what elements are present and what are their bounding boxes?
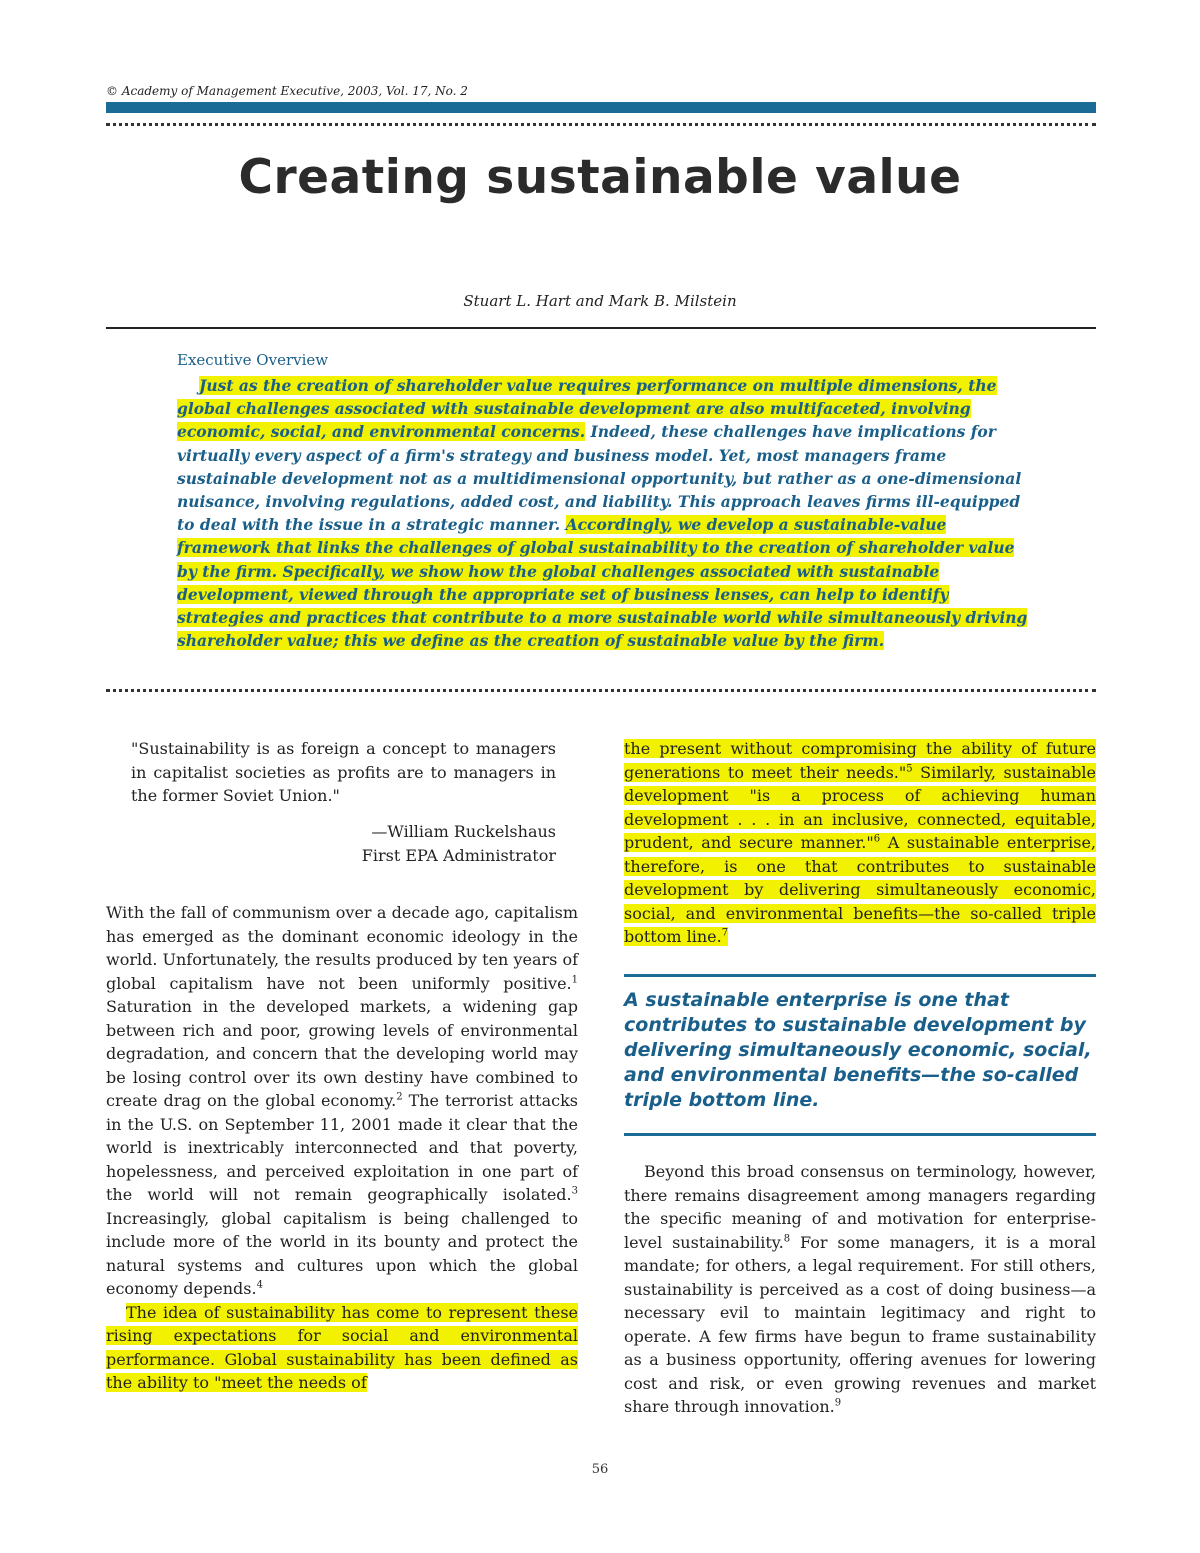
text-run: For some managers, it is a moral mandate; for others, a legal requirement. For still others, sustainability is perceived as a cost of doing business—a necessary evil to maintain legitimacy and right to operate. A few firms have begun to frame sustainability as a business opportunity, offering avenues for lowering cost and risk, or even growing revenues and market share through innovation. bbox=[624, 1232, 1096, 1416]
exec-plain-text: Indeed, these challenges have implications for virtually every aspect of a firm's strategy and business model. Yet, most managers frame sustainable development not as a multidimensional opportunity, but rather as a one-dimensional nuisance, involving regulations, added cost, and liability. This approach leaves firms ill-equipped to deal with the issue in a strategic manner. bbox=[177, 422, 1022, 535]
footnote-ref: 2 bbox=[396, 1091, 403, 1103]
paragraph bbox=[106, 1301, 578, 1395]
authors-rule bbox=[106, 327, 1096, 329]
text-run: The terrorist attacks in the U.S. on September 11, 2001 made it clear that the world is inextricably interconnected and that poverty, hopelessness, and perceived exploitation in one part of the world will not remain geographically isolated. bbox=[106, 1091, 578, 1204]
epigraph-attribution bbox=[300, 820, 556, 867]
executive-overview-text bbox=[177, 374, 1037, 652]
footnote-ref: 3 bbox=[571, 1185, 578, 1197]
text-run: the present without compromising the ability of future generations to meet their needs." bbox=[624, 739, 1096, 782]
left-column bbox=[106, 901, 578, 1395]
journal-citation: © Academy of Management Executive, 2003, Vol. 17, No. 2 bbox=[106, 84, 468, 98]
header-divider bbox=[106, 123, 1096, 126]
footnote-ref: 4 bbox=[256, 1279, 263, 1291]
pull-quote: A sustainable enterprise is one that contributes to sustainable development by delivering simultaneously economic, social, and environmental benefits—the so-called triple bottom line. bbox=[624, 989, 1092, 1111]
right-column-body bbox=[624, 1160, 1096, 1419]
article-title: Creating sustainable value bbox=[238, 150, 962, 205]
exec-highlight-2: Accordingly, we develop a sustainable-value framework that links the challenges of global sustainability to the creation of shareholder value by the firm. Specifically, we show how the global challenges associated with sustainable development, viewed through the appropriate set of business lenses, can help to identify strategies and practices that contribute to a more sustainable world while simultaneously driving shareholder value; this we define as the creation of sustainable value by the firm. bbox=[177, 515, 1028, 651]
right-column-top bbox=[624, 737, 1096, 949]
highlighted-text: The idea of sustainability has come to represent these rising expectations for social and environmental performance. Global sustainability has been defined as the ability to "meet the needs of bbox=[106, 1302, 578, 1392]
footnote-ref: 1 bbox=[571, 974, 578, 986]
footnote-ref: 5 bbox=[906, 763, 913, 775]
footnote-ref: 7 bbox=[721, 927, 729, 939]
pull-quote-rule-top bbox=[624, 974, 1096, 977]
overview-divider bbox=[106, 689, 1096, 692]
text-run: Increasingly, global capitalism is being challenged to include more of the world in its bounty and protect the natural systems and cultures upon which the global economy depends. bbox=[106, 1208, 578, 1298]
paragraph bbox=[106, 901, 578, 1301]
pull-quote-rule-bottom bbox=[624, 1133, 1096, 1136]
header-bar bbox=[106, 102, 1096, 113]
text-run: With the fall of communism over a decade ago, capitalism has emerged as the dominant economic ideology in the world. Unfortunately, the results produced by ten years of global capitalism have not been uniformly positive. bbox=[106, 903, 578, 993]
footnote-ref: 8 bbox=[783, 1233, 791, 1245]
text-run: Beyond this broad consensus on terminology, however, there remains disagreement among managers regarding the specific meaning of and motivation for enterprise-level sustainability. bbox=[624, 1162, 1096, 1252]
footnote-ref: 9 bbox=[834, 1397, 842, 1409]
article-authors: Stuart L. Hart and Mark B. Milstein bbox=[463, 292, 737, 310]
text-run: Similarly, sustainable development "is a process of achieving human development . . . in an inclusive, connected, equitable, prudent, and secure manner." bbox=[624, 762, 1097, 852]
page-number: 56 bbox=[591, 1462, 609, 1477]
epigraph-author-title: First EPA Administrator bbox=[361, 845, 556, 865]
epigraph-quote: "Sustainability is as foreign a concept to managers in capitalist societies as profits are to managers in the former Soviet Union." bbox=[131, 739, 556, 805]
text-run: A sustainable enterprise, therefore, is one that contributes to sustainable development by delivering simultaneously economic, social, and environmental benefits—the so-called triple bottom line. bbox=[624, 833, 1097, 946]
highlighted-text bbox=[624, 739, 1096, 946]
footnote-ref: 6 bbox=[873, 833, 881, 845]
executive-overview-heading: Executive Overview bbox=[177, 351, 329, 369]
text-run: Saturation in the developed markets, a widening gap between rich and poor, growing levels of environmental degradation, and concern that the developing world may be losing control over its own destiny have combined to create drag on the global economy. bbox=[106, 997, 578, 1110]
exec-highlight-1: Just as the creation of shareholder value requires performance on multiple dimensions, the global challenges associated with sustainable development are also multifaceted, involving economic, social, and environmental concerns. bbox=[177, 376, 997, 442]
epigraph-author: —William Ruckelshaus bbox=[371, 822, 556, 841]
